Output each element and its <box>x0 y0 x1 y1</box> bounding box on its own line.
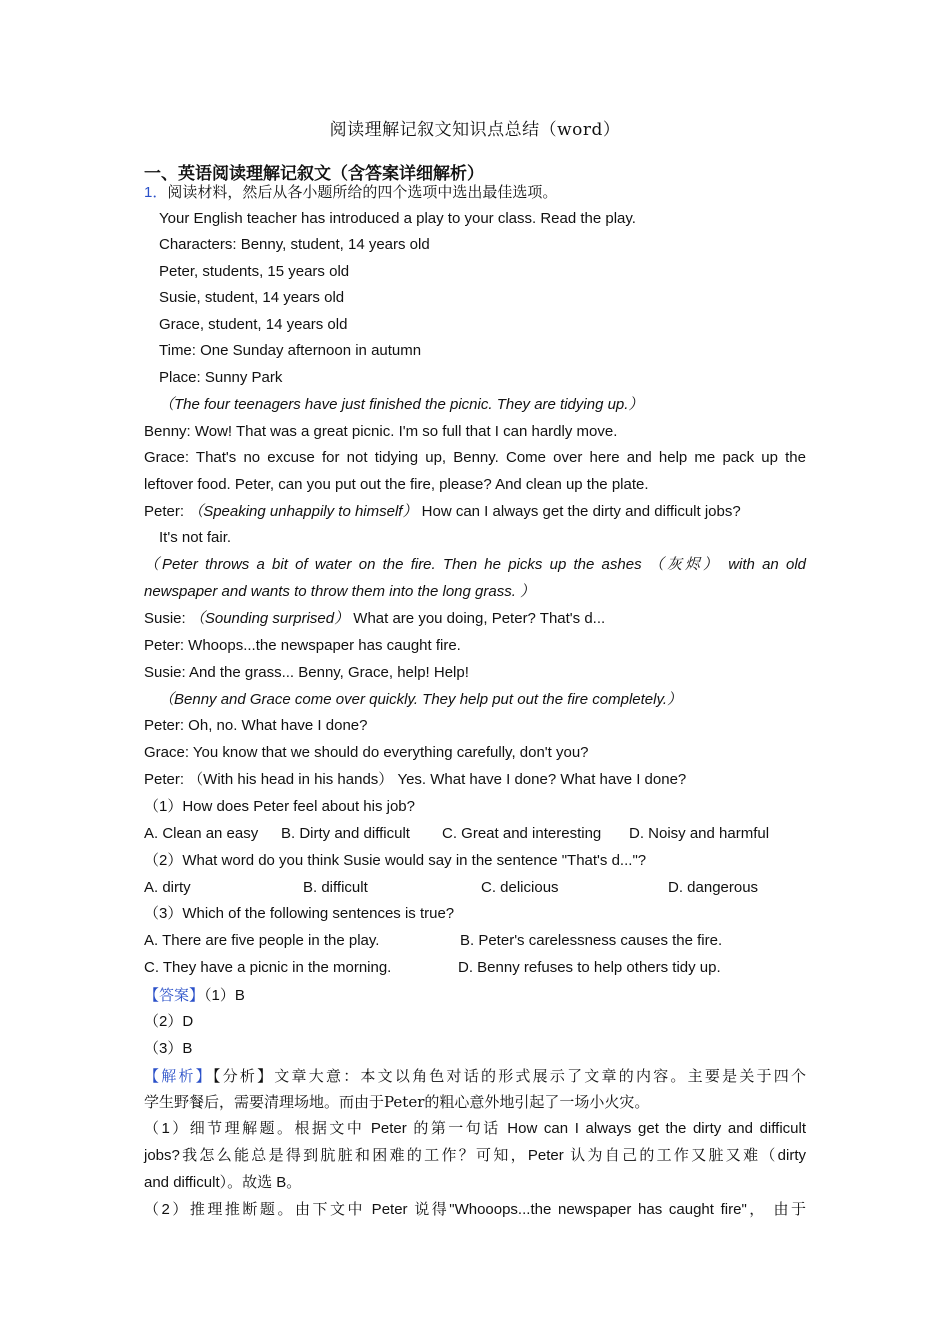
dialogue-line: leftover food. Peter, can you put out the fire, please? And clean up the plate. <box>144 476 649 493</box>
analysis-line: （1）细节理解题。根据文中 Peter 的第一句话 How can I always get the dirty and difficult <box>144 1120 806 1137</box>
analysis-line: （2）推理推断题。由下文中 Peter 说得"Whooops...the newspaper has caught fire"， 由于 <box>144 1201 806 1218</box>
character-line: Peter, students, 15 years old <box>159 263 350 280</box>
option: D. dangerous <box>668 879 759 896</box>
analysis-line: 学生野餐后，需要清理场地。而由于Peter的粗心意外地引起了一场小火灾。 <box>144 1093 650 1111</box>
analysis-text: 【分析】文章大意：本文以角色对话的形式展示了文章的内容。主要是关于四个 <box>212 1067 806 1085</box>
option: C. They have a picnic in the morning. <box>144 959 392 976</box>
sub-question: （2）What word do you think Susie would say in the sentence "That's d..."? <box>144 852 647 869</box>
place-line: Place: Sunny Park <box>159 369 283 386</box>
question-number: 1． <box>144 184 168 201</box>
option: D. Benny refuses to help others tidy up. <box>458 959 721 976</box>
time-line: Time: One Sunday afternoon in autumn <box>159 342 422 359</box>
dialogue-line: Peter: （With his head in his hands） Yes. What have I done? What have I done? <box>144 771 687 788</box>
analysis-tag: 【解析】 <box>144 1067 213 1085</box>
answer: （2）D <box>144 1013 194 1030</box>
option: B. Peter's carelessness causes the fire. <box>460 932 723 949</box>
answer-line <box>144 985 245 1006</box>
stage-direction: （Benny and Grace come over quickly. They help put out the fire completely.） <box>159 691 683 708</box>
question-instruction-line <box>144 182 557 203</box>
section-heading: 一、英语阅读理解记叙文（含答案详细解析） <box>144 164 484 184</box>
option: C. delicious <box>481 879 559 896</box>
analysis-line: and difficult）。故选 B。 <box>144 1174 302 1191</box>
dialogue-text: What are you doing, Peter? That's d... <box>349 610 606 627</box>
dialogue-line: It's not fair. <box>159 529 232 546</box>
dialogue-line: Grace: You know that we should do everything carefully, don't you? <box>144 744 589 761</box>
option: D. Noisy and harmful <box>629 825 770 842</box>
character-line: Characters: Benny, student, 14 years old <box>159 236 430 253</box>
answer: （3）B <box>144 1040 193 1057</box>
stage-direction: （Sounding surprised） <box>189 610 350 627</box>
dialogue-line: Peter: Whoops...the newspaper has caught fire. <box>144 637 461 654</box>
sub-question: （3）Which of the following sentences is true? <box>144 905 455 922</box>
stage-direction: （Peter throws a bit of water on the fire. Then he picks up the ashes （灰烬） with an old <box>144 556 806 573</box>
character-line: Grace, student, 14 years old <box>159 316 348 333</box>
option: C. Great and interesting <box>442 825 602 842</box>
option: A. dirty <box>144 879 191 896</box>
speaker: Susie: <box>144 610 190 627</box>
character-line: Susie, student, 14 years old <box>159 289 345 306</box>
page-title: 阅读理解记叙文知识点总结（word） <box>329 120 621 140</box>
stage-direction: （The four teenagers have just finished the picnic. They are tidying up.） <box>159 396 644 413</box>
intro-line: Your English teacher has introduced a play to your class. Read the play. <box>159 210 636 227</box>
question-instruction: 阅读材料，然后从各小题所给的四个选项中选出最佳选项。 <box>167 183 558 201</box>
dialogue-line: Grace: That's no excuse for not tidying up, Benny. Come over here and help me pack up the <box>144 449 806 466</box>
stage-direction: （Speaking unhappily to himself） <box>188 503 418 520</box>
analysis-line: jobs?我怎么能总是得到肮脏和困难的工作？可知，Peter 认为自己的工作又脏又难（dirty <box>144 1147 806 1164</box>
dialogue-line <box>144 502 741 522</box>
answer-tag: 【答案】 <box>144 986 205 1004</box>
dialogue-line: Benny: Wow! That was a great picnic. I'm so full that I can hardly move. <box>144 423 618 440</box>
stage-direction: newspaper and wants to throw them into the long grass. ） <box>144 583 536 600</box>
dialogue-line: Susie: And the grass... Benny, Grace, help! Help! <box>144 664 469 681</box>
dialogue-text: How can I always get the dirty and difficult jobs? <box>417 503 741 520</box>
option: B. difficult <box>303 879 368 896</box>
speaker: Peter: <box>144 503 189 520</box>
analysis-line <box>144 1066 806 1086</box>
sub-question: （1）How does Peter feel about his job? <box>144 798 415 815</box>
option: A. There are five people in the play. <box>144 932 380 949</box>
dialogue-line <box>144 609 605 629</box>
option: A. Clean an easy <box>144 825 259 842</box>
option: B. Dirty and difficult <box>281 825 410 842</box>
answer: （1）B <box>204 987 245 1004</box>
dialogue-line: Peter: Oh, no. What have I done? <box>144 717 368 734</box>
